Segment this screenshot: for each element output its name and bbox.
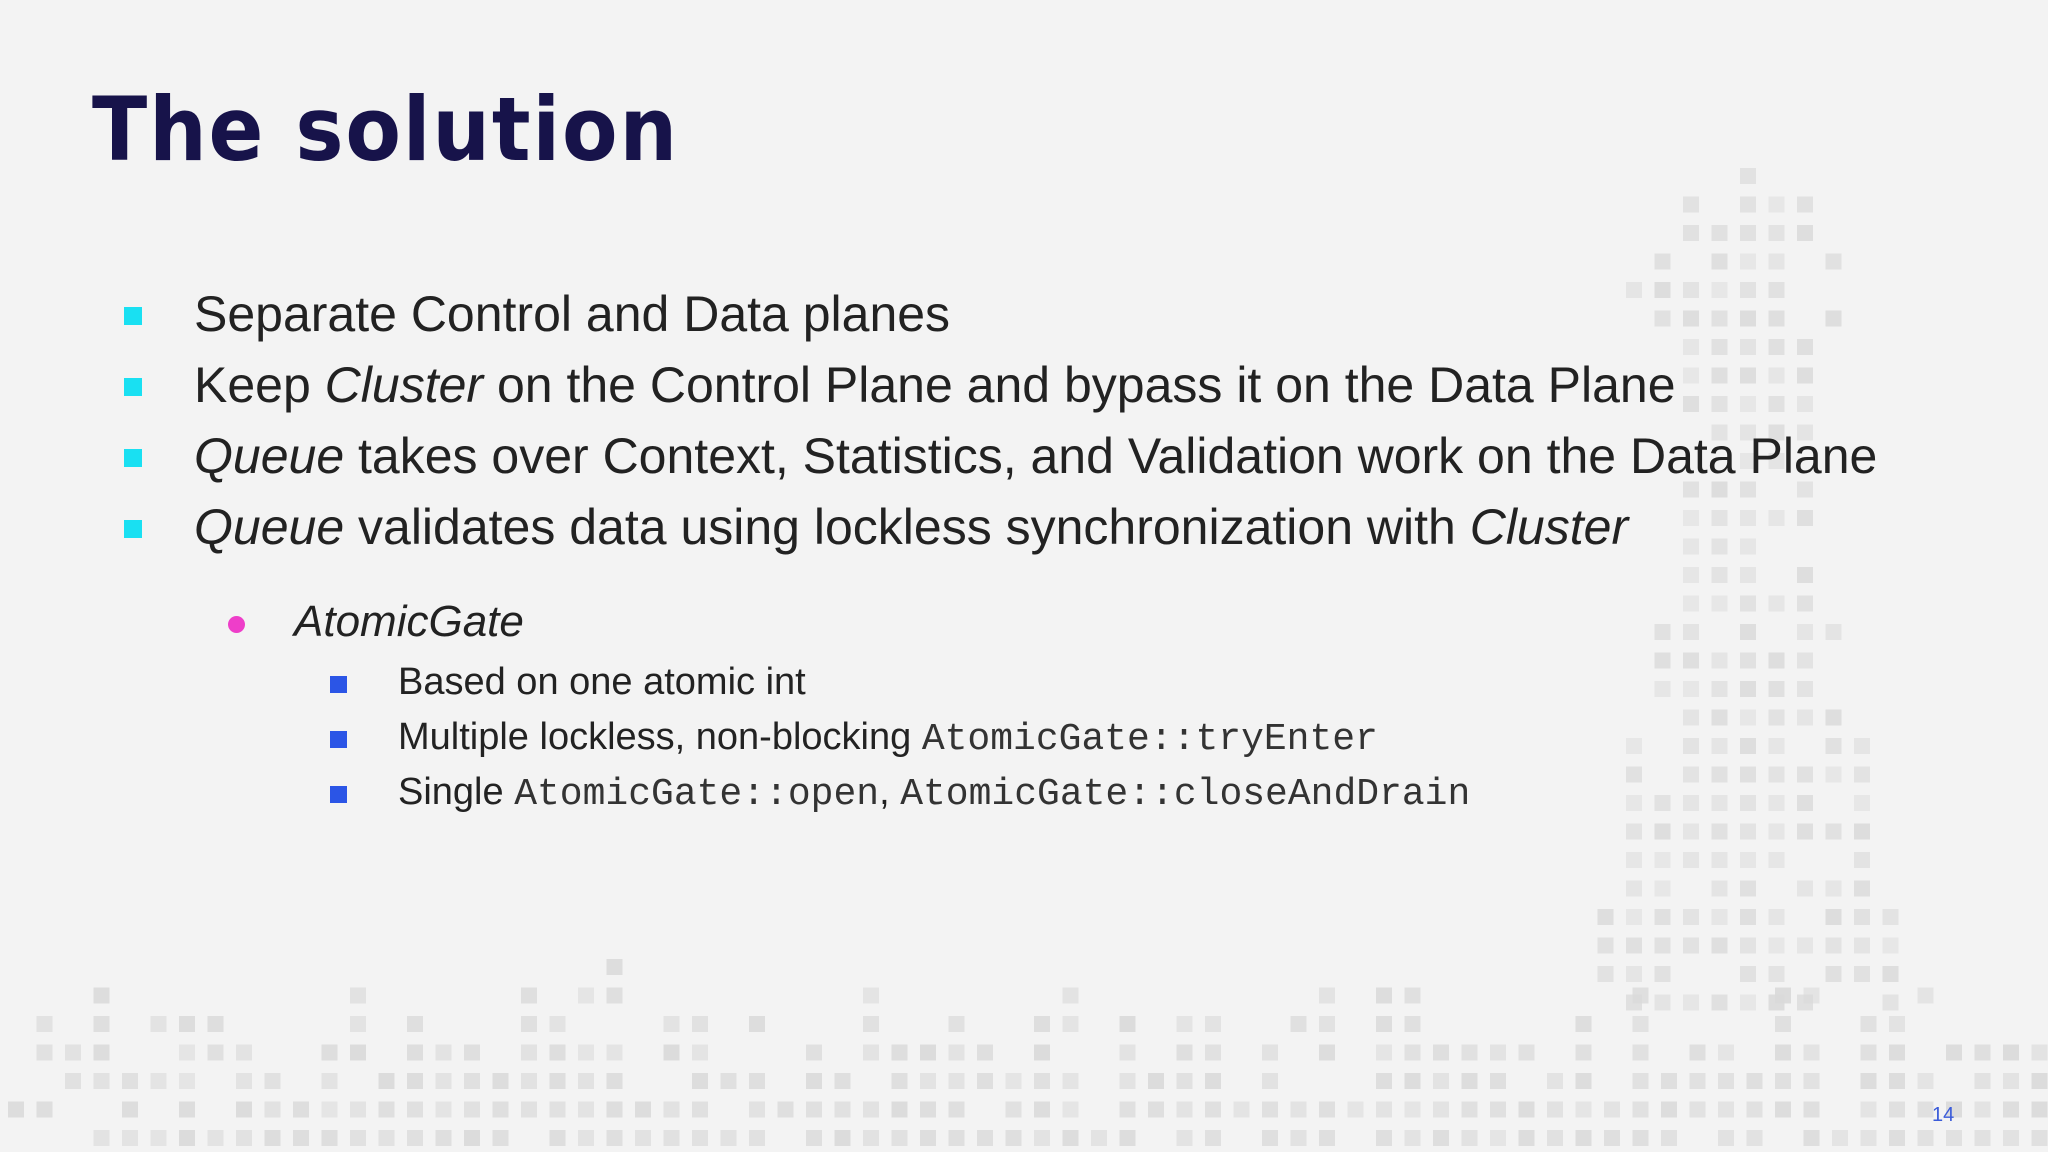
- sub-sub-bullet-text: Single AtomicGate::open, AtomicGate::closeAndDrain: [398, 771, 1471, 816]
- square-bullet-icon: [124, 449, 142, 467]
- bullet-text: Keep Cluster on the Control Plane and bypass it on the Data Plane: [194, 357, 1676, 413]
- slide-title: The solution: [92, 78, 679, 181]
- sub-sub-bullet-text: Based on one atomic int: [398, 661, 806, 703]
- bullet-text: Queue takes over Context, Statistics, and Validation work on the Data Plane: [194, 428, 1878, 484]
- bullet-text: Separate Control and Data planes: [194, 286, 951, 342]
- square-bullet-icon: [124, 378, 142, 396]
- code-snippet: AtomicGate::open: [514, 773, 880, 816]
- sub-bullet-text: AtomicGate: [294, 597, 524, 646]
- sub-sub-bullet-text: Multiple lockless, non-blocking AtomicGate::tryEnter: [398, 716, 1378, 761]
- square-bullet-icon: [124, 307, 142, 325]
- code-snippet: AtomicGate::closeAndDrain: [900, 773, 1471, 816]
- bullet-text: Queue validates data using lockless synchronization with Cluster: [194, 499, 1629, 555]
- square-bullet-icon: [330, 731, 347, 748]
- square-bullet-icon: [124, 520, 142, 538]
- code-snippet: AtomicGate::tryEnter: [921, 718, 1378, 761]
- square-bullet-icon: [330, 786, 347, 803]
- circle-bullet-icon: [228, 616, 245, 633]
- page-number: 14: [1932, 1104, 1955, 1126]
- square-bullet-icon: [330, 676, 347, 693]
